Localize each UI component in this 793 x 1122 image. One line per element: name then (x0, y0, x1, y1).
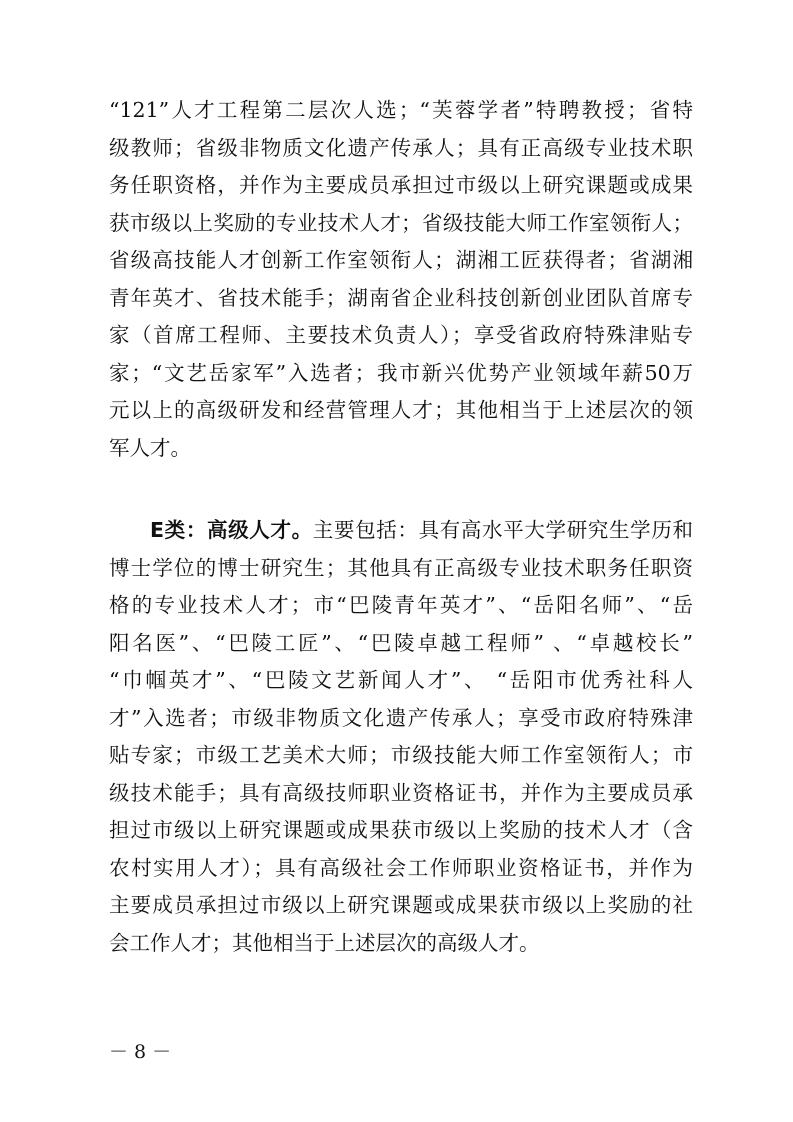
paragraph-line: 格的专业技术人才；市“巴陵青年英才”、“岳阳名师”、“岳 (109, 593, 693, 617)
paragraph-line: 军人才。 (109, 435, 191, 460)
paragraph-line: 阳名医”、“巴陵工匠”、“巴陵卓越工程师” 、“卓越校长” (109, 630, 693, 655)
section-heading: E类：高级人才。 (150, 518, 313, 542)
paragraph-line: 会工作人才；其他相当于上述层次的高级人才。 (109, 930, 540, 955)
paragraph-line-text: 主要包括：具有高水平大学研究生学历和 (312, 518, 693, 542)
paragraph-line: 担过市级以上研究课题或成果获市级以上奖励的技术人才（含 (109, 818, 693, 842)
paragraph-e-class-senior-talent (109, 512, 693, 962)
paragraph-line: 才”入选者；市级非物质文化遗产传承人；享受市政府特殊津 (109, 705, 693, 730)
paragraph-line: 省级高技能人才创新工作室领衔人；湖湘工匠获得者；省湖湘 (109, 248, 693, 272)
paragraph-d-class-continuation (109, 92, 693, 467)
paragraph-line: 级技术能手；具有高级技师职业资格证书，并作为主要成员承 (109, 780, 693, 805)
paragraph-line: 博士学位的博士研究生；其他具有正高级专业技术职务任职资 (109, 555, 693, 580)
paragraph-line: 家；“文艺岳家军”入选者；我市新兴优势产业领域年薪50万 (109, 360, 693, 385)
paragraph-line: “121”人才工程第二层次人选；“芙蓉学者”特聘教授；省特 (109, 98, 693, 122)
paragraph-line: “巾帼英才”、“巴陵文艺新闻人才”、 “岳阳市优秀社科人 (109, 668, 693, 692)
paragraph-line: 元以上的高级研发和经营管理人才；其他相当于上述层次的领 (109, 398, 693, 422)
paragraph-line: 获市级以上奖励的专业技术人才；省级技能大师工作室领衔人； (109, 210, 693, 235)
page-number: － 8 － (109, 1041, 172, 1063)
paragraph-first-line (109, 512, 693, 550)
paragraph-line: 主要成员承担过市级以上研究课题或成果获市级以上奖励的社 (109, 893, 693, 917)
paragraph-line: 务任职资格，并作为主要成员承担过市级以上研究课题或成果 (109, 173, 693, 197)
paragraph-line: 贴专家；市级工艺美术大师；市级技能大师工作室领衔人；市 (109, 743, 693, 767)
paragraph-line: 青年英才、省技术能手；湖南省企业科技创新创业团队首席专 (109, 285, 693, 310)
paragraph-line: 家（首席工程师、主要技术负责人）；享受省政府特殊津贴专 (109, 323, 693, 347)
paragraph-line: 级教师；省级非物质文化遗产传承人；具有正高级专业技术职 (109, 135, 693, 160)
paragraph-line: 农村实用人才）；具有高级社会工作师职业资格证书，并作为 (109, 855, 693, 880)
